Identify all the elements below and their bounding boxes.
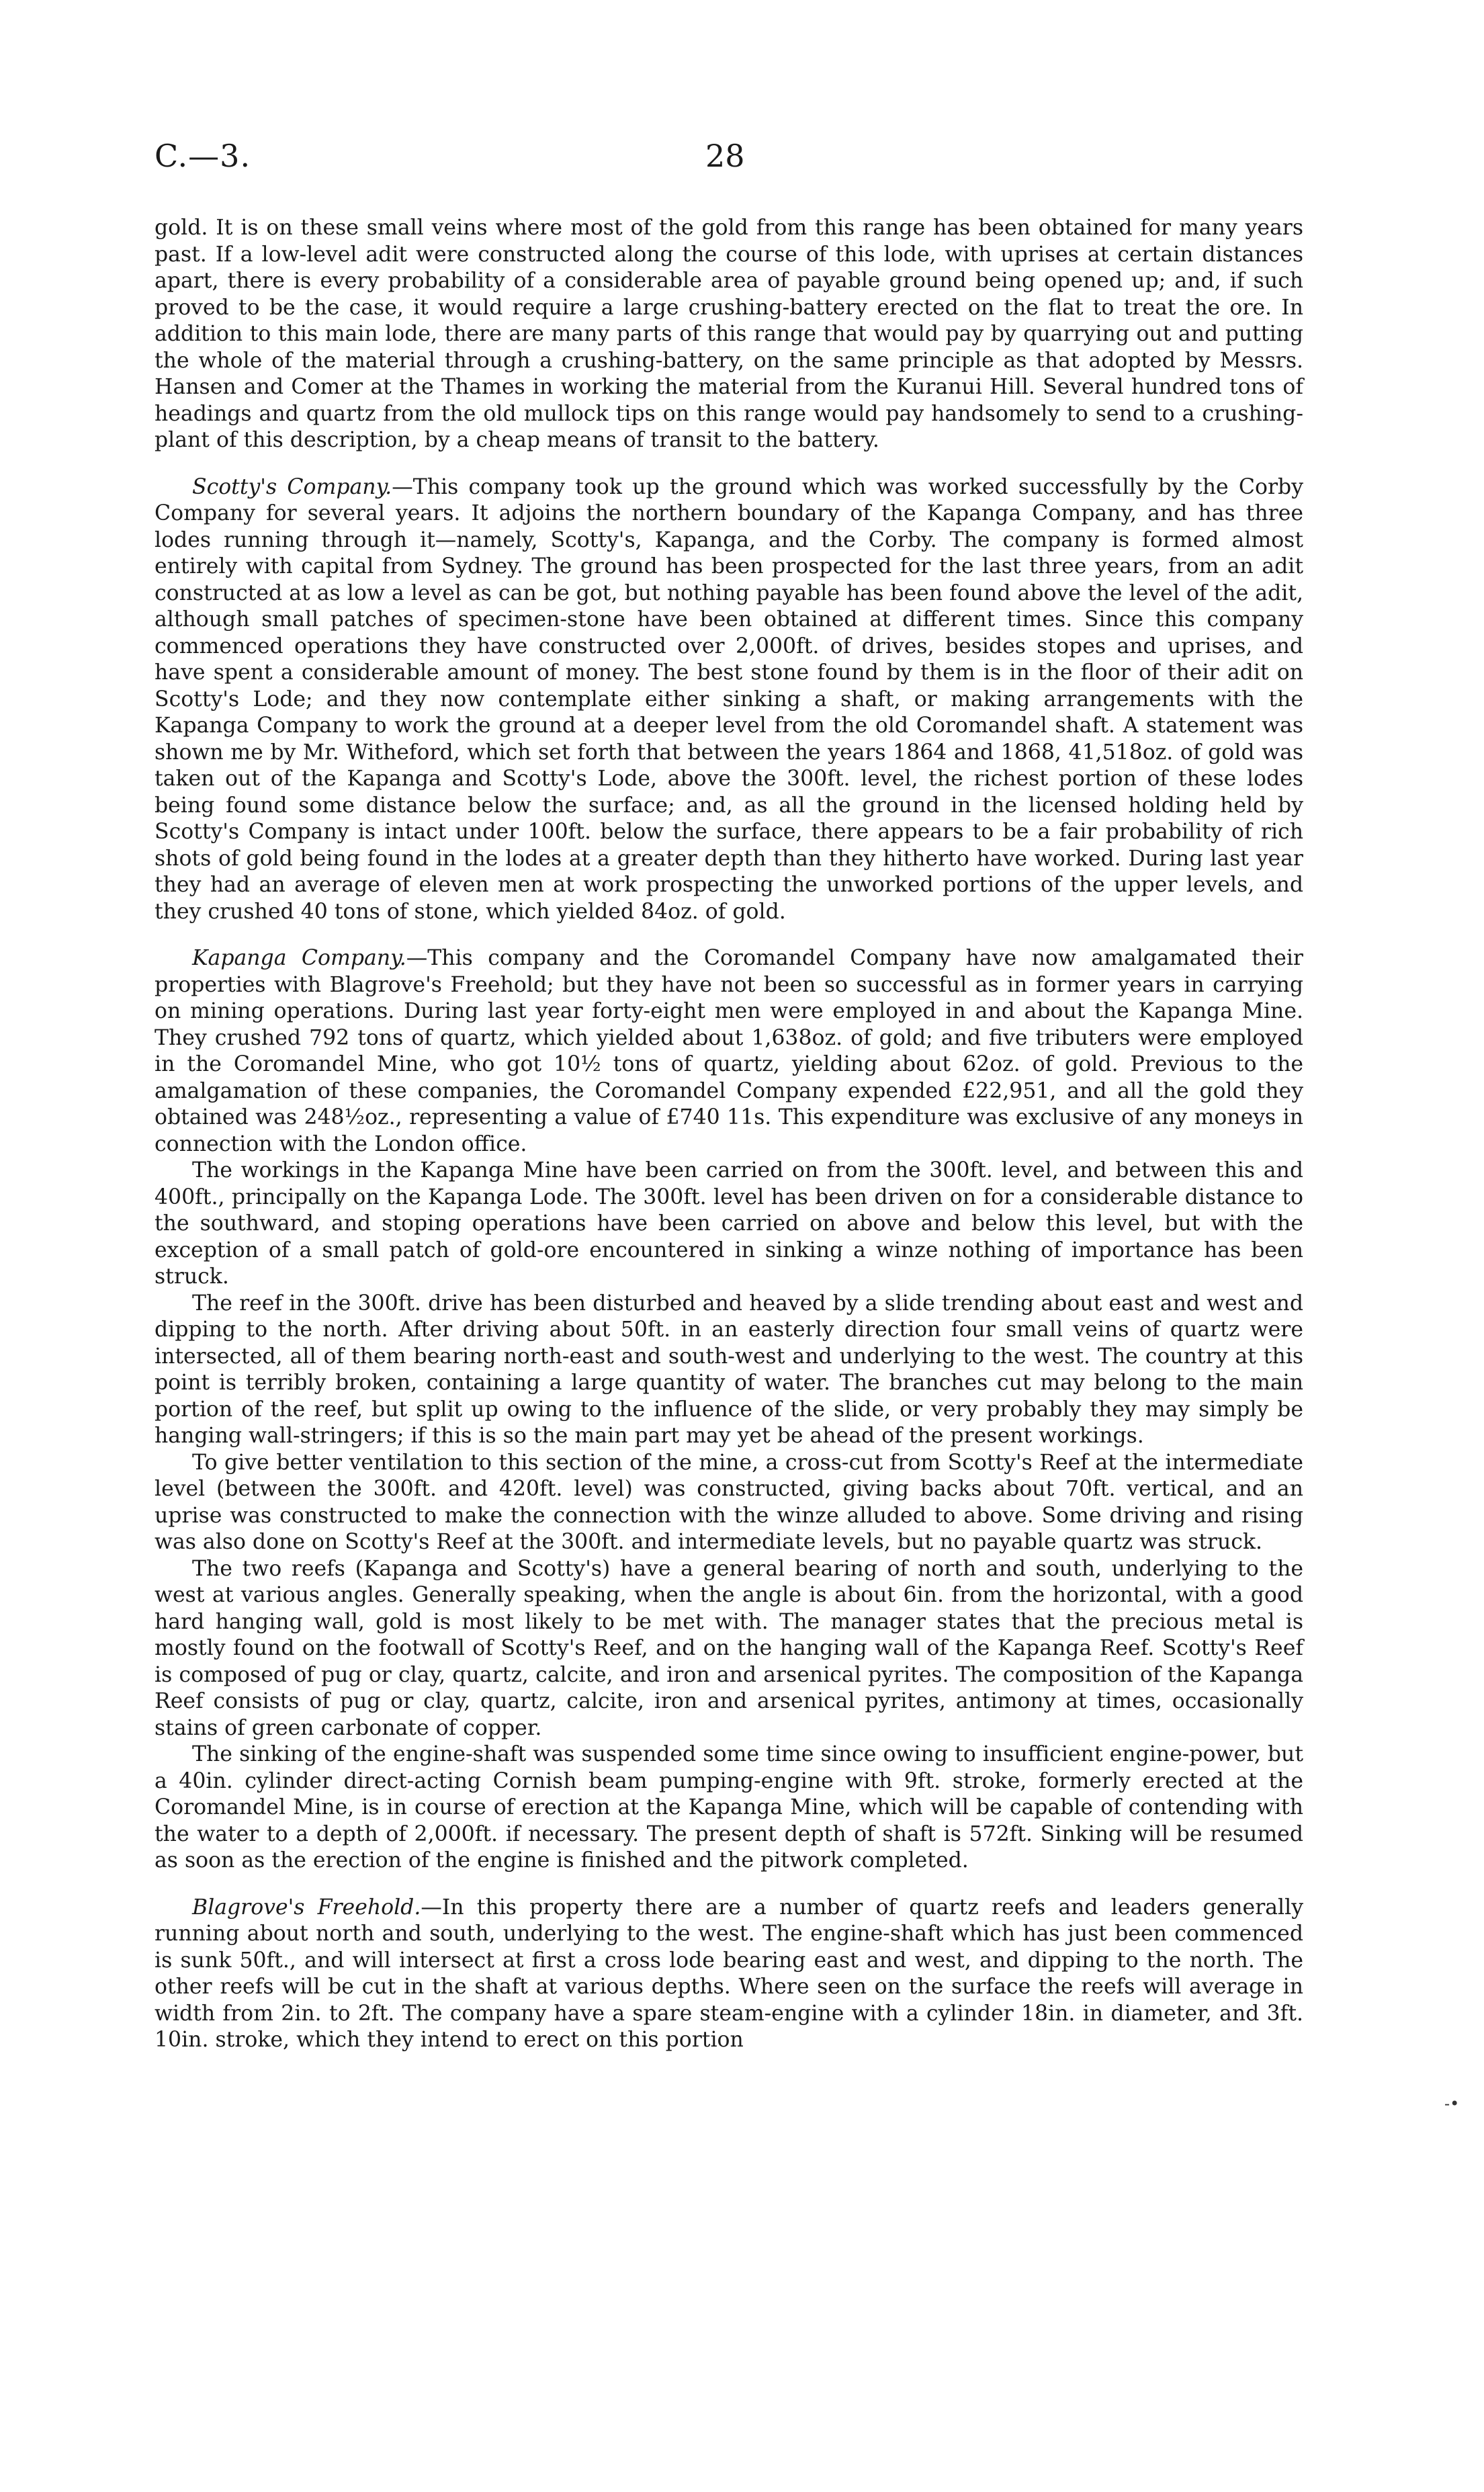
paragraph-scottys-company [155, 474, 1303, 926]
margin-mark: -• [1444, 2094, 1460, 2113]
paragraph-two-reefs [155, 1556, 1303, 1742]
paragraph-text: —In this property there are a number of quartz reefs and leaders generally running about north and south, underlying to the west. The engine-shaft which has just been commenced is sunk 50ft., and will intersect at first a cross lode bearing east and west, and dipping to the north. The other reefs will be cut in the shaft at various depths. Where seen on the surface the reefs will average in width from 2in. to 2ft. The company have a spare steam-engine with a cylinder 18in. in diameter, and 3ft. 10in. stroke, which they intend to erect on this portion [155, 1895, 1303, 2052]
paragraph-kapanga-workings [155, 1158, 1303, 1291]
paragraph-text: —This company and the Coromandel Company have now amalgamated their properties with Blagrove's Freehold; but they have not been so successful as in former years in carrying on mining operations. During last year forty-eight men were employed in and about the Kapanga Mine. They crushed 792 tons of quartz, which yielded about 1,638oz. of gold; and five tributers were employed in the Coromandel Mine, who got 10½ tons of quartz, yielding about 62oz. of gold. Previous to the amalgamation of these companies, the Coromandel Company expended £22,951, and all the gold they obtained was 248½oz., representing a value of £740 11s. This expenditure was exclusive of any moneys in connection with the London office. [155, 946, 1303, 1156]
paragraph-ventilation [155, 1450, 1303, 1556]
paragraph-text: —This company took up the ground which was worked successfully by the Corby Company for several years. It adjoins the northern boundary of the Kapanga Company, and has three lodes running through it—namely, Scotty's, Kapanga, and the Corby. The company is formed almost entirely with capital from Sydney. The ground has been prospected for the last three years, from an adit constructed at as low a level as can be got, but nothing payable has been found above the level of the adit, although small patches of specimen-stone have been obtained at different times. Since this company commenced operations they have constructed over 2,000ft. of drives, besides stopes and uprises, and have spent a considerable amount of money. The best stone found by them is in the floor of their adit on Scotty's Lode; and they now contemplate either sinking a shaft, or making arrangements with the Kapanga Company to work the ground at a deeper level from the old Coromandel shaft. A statement was shown me by Mr. Witheford, which set forth that between the years 1864 and 1868, 41,518oz. of gold was taken out of the Kapanga and Scotty's Lode, above the 300ft. level, the richest portion of these lodes being found some distance below the surface; and, as all the ground in the licensed holding held by Scotty's Company is intact under 100ft. below the surface, there appears to be a fair probability of rich shots of gold being found in the lodes at a greater depth than they hitherto have worked. During last year they had an average of eleven men at work prospecting the unworked portions of the upper levels, and they crushed 40 tons of stone, which yielded 84oz. of gold. [155, 474, 1303, 924]
paragraph-text: The workings in the Kapanga Mine have been carried on from the 300ft. level, and between this and 400ft., principally on the Kapanga Lode. The 300ft. level has been driven on for a considerable distance to the southward, and stoping operations have been carried on above and below this level, but with the exception of a small patch of gold-ore encountered in sinking a winze nothing of importance has been struck. [155, 1158, 1303, 1289]
paragraph-text: To give better ventilation to this section of the mine, a cross-cut from Scotty's Reef at the intermediate level (between the 300ft. and 420ft. level) was constructed, giving backs about 70ft. vertical, and an uprise was constructed to make the connection with the winze alluded to above. Some driving and rising was also done on Scotty's Reef at the 300ft. and intermediate levels, but no payable quartz was struck. [155, 1450, 1303, 1554]
section-heading-kapanga-company: Kapanga Company. [192, 946, 406, 970]
document-reference: C.—3. [155, 138, 251, 174]
section-heading-scottys-company: Scotty's Company. [192, 474, 392, 499]
paragraph-engine-shaft [155, 1742, 1303, 1875]
paragraph-text: The two reefs (Kapanga and Scotty's) have a general bearing of north and south, underlying to the west at various angles. Generally speaking, when the angle is about 6in. from the horizontal, with a good hard hanging wall, gold is most likely to be met with. The manager states that the precious metal is mostly found on the footwall of Scotty's Reef, and on the hanging wall of the Kapanga Reef. Scotty's Reef is composed of pug or clay, quartz, calcite, and iron and arsenical pyrites. The composition of the Kapanga Reef consists of pug or clay, quartz, calcite, iron and arsenical pyrites, antimony at times, occasionally stains of green carbonate of copper. [155, 1556, 1303, 1740]
section-heading-blagroves-freehold: Blagrove's Freehold. [192, 1895, 421, 1920]
page-number: 28 [705, 138, 745, 174]
page-header [155, 138, 1297, 191]
paragraph-text: The reef in the 300ft. drive has been disturbed and heaved by a slide trending about east and west and dipping to the north. After driving about 50ft. in an easterly direction four small veins of quartz were intersected, all of them bearing north-east and south-west and underlying to the west. The country at this point is terribly broken, containing a large quantity of water. The branches cut may belong to the main portion of the reef, but split up owing to the influence of the slide, or very probably they may simply be hanging wall-stringers; if this is so the main part may yet be ahead of the present workings. [155, 1291, 1303, 1448]
paragraph-blagroves-freehold [155, 1895, 1303, 2054]
paragraph-text: The sinking of the engine-shaft was suspended some time since owing to insufficient engine-power, but a 40in. cylinder direct-acting Cornish beam pumping-engine with 9ft. stroke, formerly erected at the Coromandel Mine, is in course of erection at the Kapanga Mine, which will be capable of contending with the water to a depth of 2,000ft. if necessary. The present depth of shaft is 572ft. Sinking will be resumed as soon as the erection of the engine is finished and the pitwork completed. [155, 1742, 1303, 1873]
paragraph-kapanga-company [155, 945, 1303, 1158]
paragraph-text: gold. It is on these small veins where most of the gold from this range has been obtained for many years past. If a low-level adit were constructed along the course of this lode, with uprises at certain distances apart, there is every probability of a considerable area of payable ground being opened up; and, if such proved to be the case, it would require a large crushing-battery erected on the flat to treat the ore. In addition to this main lode, there are many parts of this range that would pay by quarrying out and putting the whole of the material through a crushing-battery, on the same principle as that adopted by Messrs. Hansen and Comer at the Thames in working the material from the Kuranui Hill. Several hundred tons of headings and quartz from the old mullock tips on this range would pay handsomely to send to a crushing-plant of this description, by a cheap means of transit to the battery. [155, 216, 1303, 452]
paragraph-gold-range [155, 215, 1303, 454]
page-body [155, 215, 1303, 2054]
paragraph-reef-300ft-drive [155, 1291, 1303, 1450]
